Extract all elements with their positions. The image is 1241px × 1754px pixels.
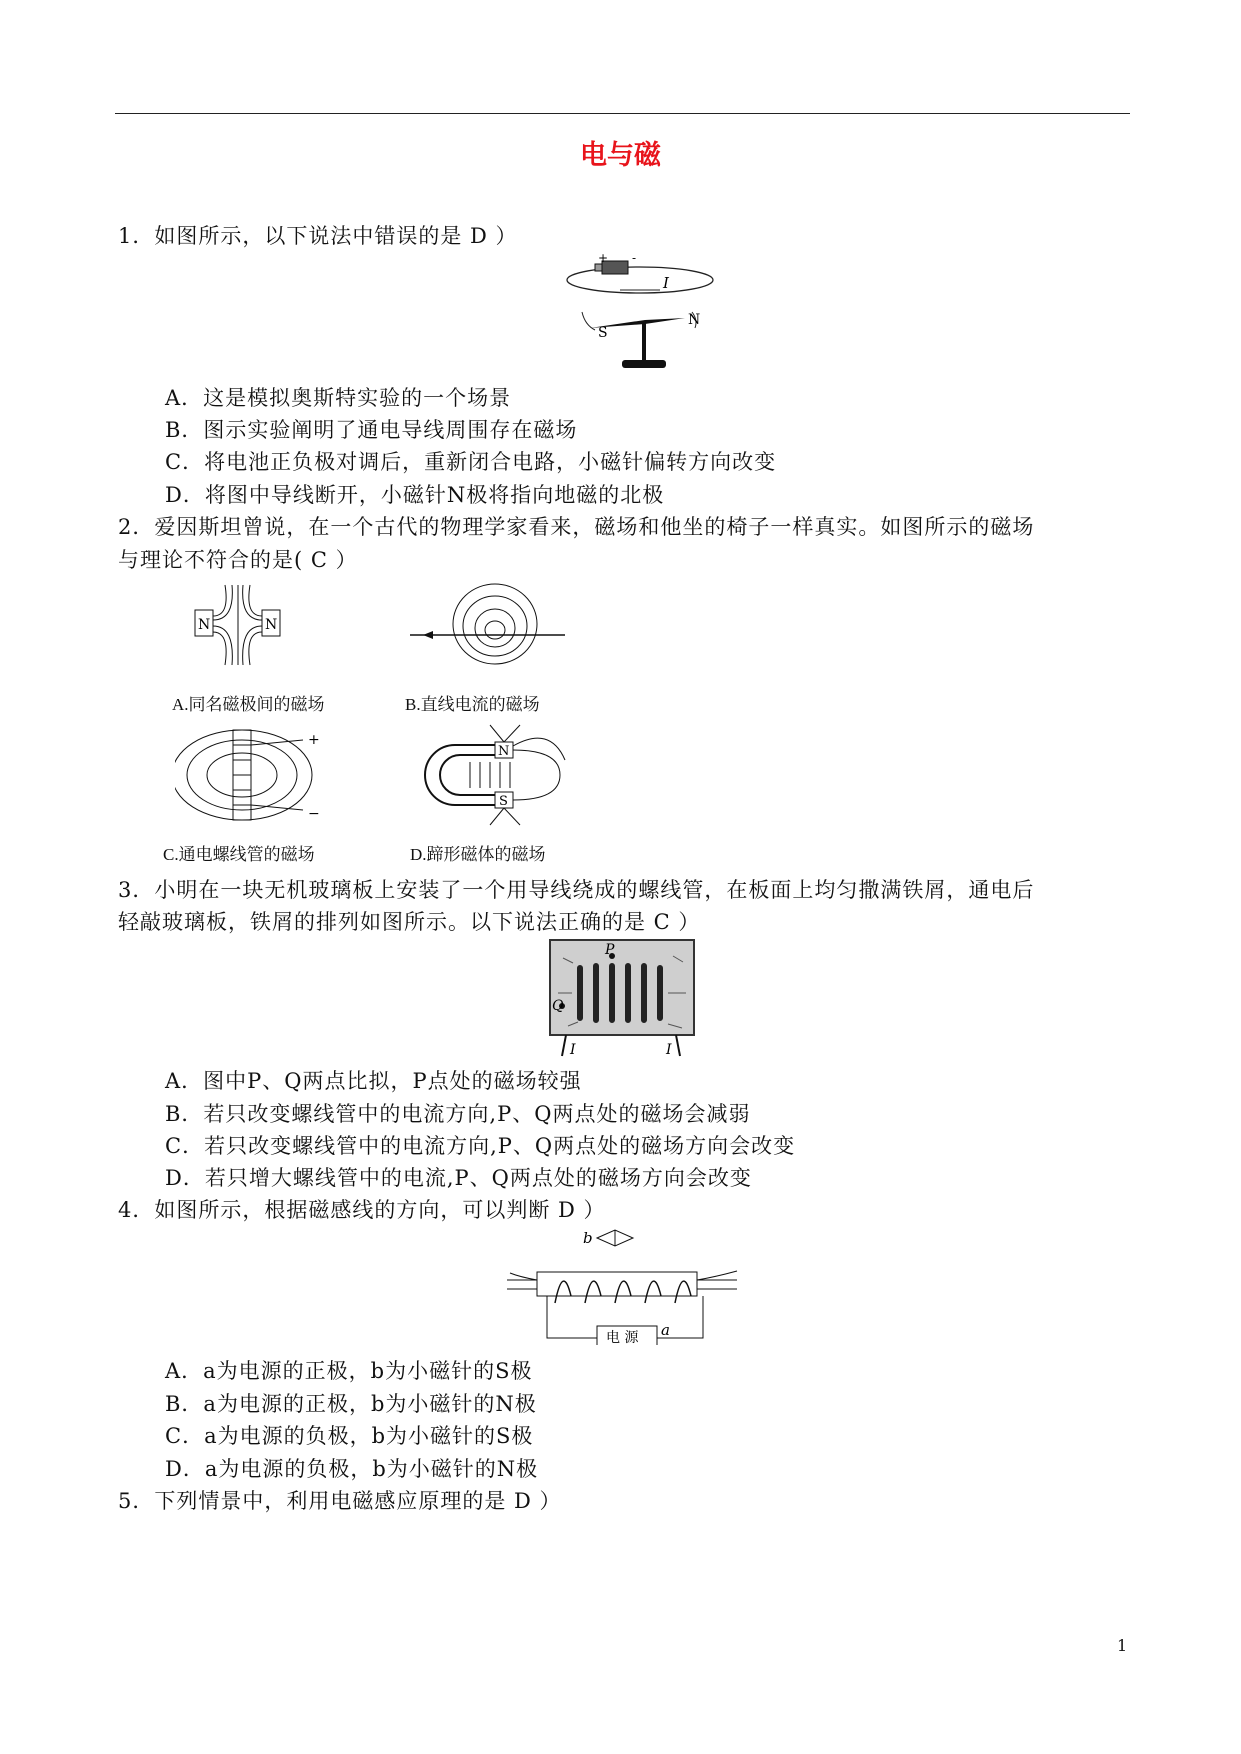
q2-caption-b: B.直线电流的磁场 <box>405 695 540 714</box>
q1-option-c: C．将电池正负极对调后，重新闭合电路，小磁针偏转方向改变 <box>165 450 777 474</box>
q1-n-label: N <box>688 312 701 328</box>
q1-s-label: S <box>598 325 608 341</box>
q1-oersted-figure <box>560 250 730 375</box>
q2-figure-b <box>405 580 570 675</box>
q3-option-c: C．若只改变螺线管中的电流方向,P、Q两点处的磁场方向会改变 <box>165 1134 796 1158</box>
q4-option-b: B．a为电源的正极，b为小磁针的N极 <box>165 1392 537 1416</box>
q3-stem-line1: 3．小明在一块无机玻璃板上安装了一个用导线绕成的螺线管，在板面上均匀撒满铁屑，通电后 <box>118 878 1035 902</box>
q5-stem: 5．下列情景中，利用电磁感应原理的是 D ） <box>118 1489 562 1513</box>
q3-p-label: P <box>605 942 615 958</box>
q1-plus-label: + <box>598 251 609 265</box>
q4-option-a: A．a为电源的正极，b为小磁针的S极 <box>165 1359 533 1383</box>
q2c-plus: + <box>308 732 320 748</box>
q4-option-d: D．a为电源的负极，b为小磁针的N极 <box>165 1457 539 1481</box>
q3-iron-filings-figure <box>548 938 696 1058</box>
header-rule <box>115 113 1130 114</box>
page-title: 电与磁 <box>580 140 661 171</box>
q2d-s: S <box>499 794 508 809</box>
q2-figure-d <box>410 720 570 830</box>
q1-option-d: D．将图中导线断开，小磁针N极将指向地磁的北极 <box>165 483 665 507</box>
q2-caption-c: C.通电螺线管的磁场 <box>163 845 315 864</box>
q2-figure-c <box>175 720 330 830</box>
q2-figure-a <box>180 580 300 670</box>
q2-stem-line2: 与理论不符合的是( C ） <box>118 548 358 572</box>
q3-option-a: A．图中P、Q两点比拟，P点处的磁场较强 <box>165 1069 582 1093</box>
q4-source-label: 电 源 <box>606 1330 639 1345</box>
q3-i1-label: I <box>570 1042 576 1058</box>
q2-caption-d: D.蹄形磁体的磁场 <box>410 845 546 864</box>
q1-option-a: A．这是模拟奥斯特实验的一个场景 <box>165 386 512 410</box>
q2d-n: N <box>498 744 510 759</box>
page-number: 1 <box>1117 1636 1128 1655</box>
q2c-minus: − <box>308 806 320 822</box>
q4-solenoid-figure <box>505 1225 745 1345</box>
q2-stem-line1: 2．爱因斯坦曾说，在一个古代的物理学家看来，磁场和他坐的椅子一样真实。如图所示的磁场 <box>118 515 1035 539</box>
q4-a-label: a <box>661 1321 670 1339</box>
q3-option-d: D．若只增大螺线管中的电流,P、Q两点处的磁场方向会改变 <box>165 1166 752 1190</box>
q1-minus-label: - <box>632 251 637 265</box>
q3-i2-label: I <box>666 1042 672 1058</box>
q1-current-label: I <box>663 274 669 292</box>
q1-option-b: B．图示实验阐明了通电导线周围存在磁场 <box>165 418 578 442</box>
q3-option-b: B．若只改变螺线管中的电流方向,P、Q两点处的磁场会减弱 <box>165 1102 751 1126</box>
q3-stem-line2: 轻敲玻璃板，铁屑的排列如图所示。以下说法正确的是 C ） <box>118 910 701 934</box>
q4-option-c: C．a为电源的负极，b为小磁针的S极 <box>165 1424 534 1448</box>
q2a-n-left: N <box>198 617 211 633</box>
q2-caption-a: A.同名磁极间的磁场 <box>172 695 325 714</box>
q4-b-label: b <box>583 1229 593 1247</box>
q2a-n-right: N <box>265 617 278 633</box>
q3-q-label: Q <box>552 998 564 1014</box>
q4-stem: 4．如图所示，根据磁感线的方向，可以判断 D ） <box>118 1198 606 1222</box>
q1-stem: 1．如图所示，以下说法中错误的是 D ） <box>118 224 518 248</box>
